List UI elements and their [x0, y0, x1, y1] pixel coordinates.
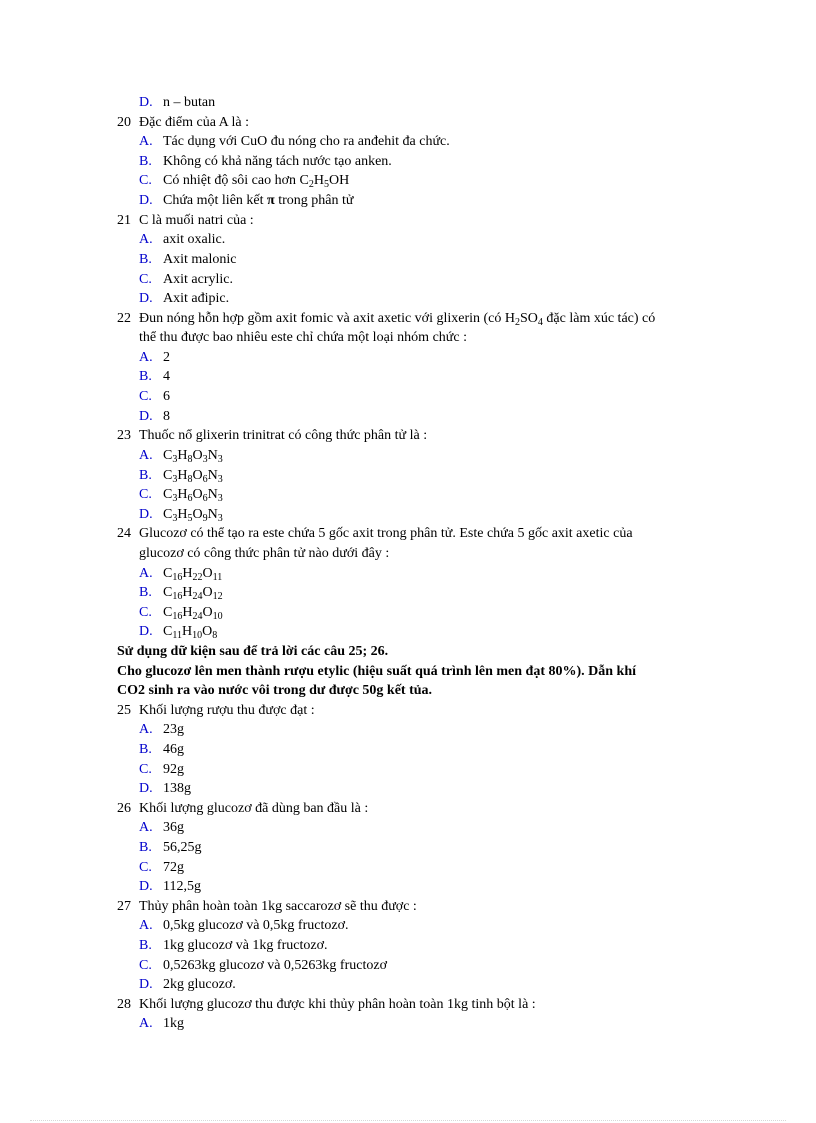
- option-text: 92g: [163, 762, 184, 777]
- page-bottom-divider: [30, 1120, 786, 1121]
- option-letter: B.: [139, 840, 152, 855]
- option-letter: A.: [139, 134, 153, 149]
- option-text: Không có khả năng tách nước tạo anken.: [163, 154, 392, 169]
- option-text: 56,25g: [163, 840, 202, 855]
- option-letter: A.: [139, 918, 153, 933]
- question-number: 21: [117, 213, 131, 228]
- option-text: 36g: [163, 820, 184, 835]
- option-text: n – butan: [163, 95, 216, 110]
- option-text: 138g: [163, 781, 191, 796]
- option-letter: A.: [139, 448, 153, 463]
- option-letter: B.: [139, 369, 152, 384]
- option-letter: C.: [139, 272, 152, 287]
- option-formula: $C_{16}H_{22}O_{11}$: [163, 566, 223, 583]
- option-text: 6: [163, 389, 170, 404]
- option-letter: D.: [139, 95, 153, 110]
- option-formula: $C_3H_5O_9N_3$: [163, 507, 223, 524]
- intro-text-2: Cho glucozơ lên men thành rượu etylic (hiệu suất quá trình lên men đạt 80%). Dẫn khí: [117, 664, 637, 679]
- option-text: 72g: [163, 860, 184, 875]
- question-text-line2: glucozơ có công thức phân tử nào dưới đây :: [139, 546, 390, 561]
- option-text: axit oxalic.: [163, 232, 226, 247]
- option-text: 1kg: [163, 1016, 184, 1031]
- question-number: 22: [117, 311, 131, 326]
- option-letter: C.: [139, 860, 152, 875]
- option-text: 1kg glucozơ và 1kg fructozơ.: [163, 938, 328, 953]
- question-number: 23: [117, 428, 131, 443]
- question-number: 25: [117, 703, 131, 718]
- question-text: Đun nóng hỗn hợp gồm axit fomic và axit axetic với glixerin (có $H_2SO_4$ đặc làm xúc tác) có: [139, 311, 656, 328]
- option-letter: D.: [139, 193, 153, 208]
- option-letter: D.: [139, 507, 153, 522]
- question-text: Khối lượng glucozơ thu được khi thủy phân hoàn toàn 1kg tinh bột là :: [139, 997, 536, 1012]
- option-letter: D.: [139, 879, 153, 894]
- option-letter: C.: [139, 605, 152, 620]
- intro-text-3: CO2 sinh ra vào nước vôi trong dư được 50g kết tủa.: [117, 683, 433, 698]
- question-number: 20: [117, 115, 131, 130]
- question-number: 24: [117, 526, 131, 541]
- question-text: Glucozơ có thể tạo ra este chứa 5 gốc axit trong phân tử. Este chứa 5 gốc axit axetic của: [139, 526, 633, 541]
- question-text: C là muối natri của :: [139, 213, 254, 228]
- option-text: 4: [163, 369, 170, 384]
- question-text: Khối lượng rượu thu được đạt :: [139, 703, 315, 718]
- option-letter: B.: [139, 468, 152, 483]
- option-letter: C.: [139, 389, 152, 404]
- question-text: Khối lượng glucozơ đã dùng ban đầu là :: [139, 801, 369, 816]
- formula-ethanol: $C_2H_5OH$: [299, 173, 350, 190]
- option-text: Axit acrylic.: [163, 272, 233, 287]
- option-letter: B.: [139, 252, 152, 267]
- option-formula: $C_3H_8O_3N_3$: [163, 448, 223, 465]
- option-formula: $C_{16}H_{24}O_{12}$: [163, 585, 223, 602]
- option-letter: D.: [139, 624, 153, 639]
- option-letter: D.: [139, 781, 153, 796]
- option-letter: C.: [139, 173, 152, 188]
- option-text: 2kg glucozơ.: [163, 977, 236, 992]
- question-text: Thuốc nổ glixerin trinitrat có công thức phân tử là :: [139, 428, 428, 443]
- option-text: 46g: [163, 742, 184, 757]
- option-letter: C.: [139, 958, 152, 973]
- option-formula: $C_3H_6O_6N_3$: [163, 487, 223, 504]
- option-letter: A.: [139, 820, 153, 835]
- question-text-line2: thể thu được bao nhiêu este chỉ chứa một loại nhóm chức :: [139, 330, 467, 345]
- option-formula: $C_{16}H_{24}O_{10}$: [163, 605, 223, 622]
- option-letter: B.: [139, 938, 152, 953]
- option-letter: B.: [139, 154, 152, 169]
- option-letter: A.: [139, 722, 153, 737]
- option-letter: C.: [139, 762, 152, 777]
- option-letter: A.: [139, 232, 153, 247]
- option-letter: B.: [139, 742, 152, 757]
- option-text: Axit ađipic.: [163, 291, 230, 306]
- option-formula: $C_{11}H_{10}O_8$: [163, 624, 218, 641]
- option-text: Tác dụng với CuO đu nóng cho ra anđehit đa chức.: [163, 134, 450, 149]
- option-text: 2: [163, 350, 170, 365]
- option-letter: C.: [139, 487, 152, 502]
- option-letter: A.: [139, 350, 153, 365]
- pi-symbol: π: [267, 193, 275, 208]
- option-text: 0,5263kg glucozơ và 0,5263kg fructozơ: [163, 958, 387, 973]
- option-letter: A.: [139, 1016, 153, 1031]
- option-text: Chứa một liên kết π trong phân tử: [163, 193, 354, 208]
- option-letter: B.: [139, 585, 152, 600]
- option-letter: D.: [139, 291, 153, 306]
- option-text: 112,5g: [163, 879, 201, 894]
- option-text: Có nhiệt độ sôi cao hơn $C_2H_5OH$: [163, 173, 350, 190]
- option-letter: D.: [139, 409, 153, 424]
- option-formula: $C_3H_8O_6N_3$: [163, 468, 223, 485]
- option-text: 8: [163, 409, 170, 424]
- option-text: 23g: [163, 722, 184, 737]
- option-text: Axit malonic: [163, 252, 237, 267]
- intro-text-1: Sử dụng dữ kiện sau để trả lời các câu 25; 26.: [117, 644, 389, 659]
- question-text: Thủy phân hoàn toàn 1kg saccarozơ sẽ thu được :: [139, 899, 417, 914]
- question-number: 26: [117, 801, 131, 816]
- question-text: Đặc điểm của A là :: [139, 115, 250, 130]
- option-text: 0,5kg glucozơ và 0,5kg fructozơ.: [163, 918, 349, 933]
- question-number: 27: [117, 899, 131, 914]
- option-letter: A.: [139, 566, 153, 581]
- question-number: 28: [117, 997, 131, 1012]
- option-letter: D.: [139, 977, 153, 992]
